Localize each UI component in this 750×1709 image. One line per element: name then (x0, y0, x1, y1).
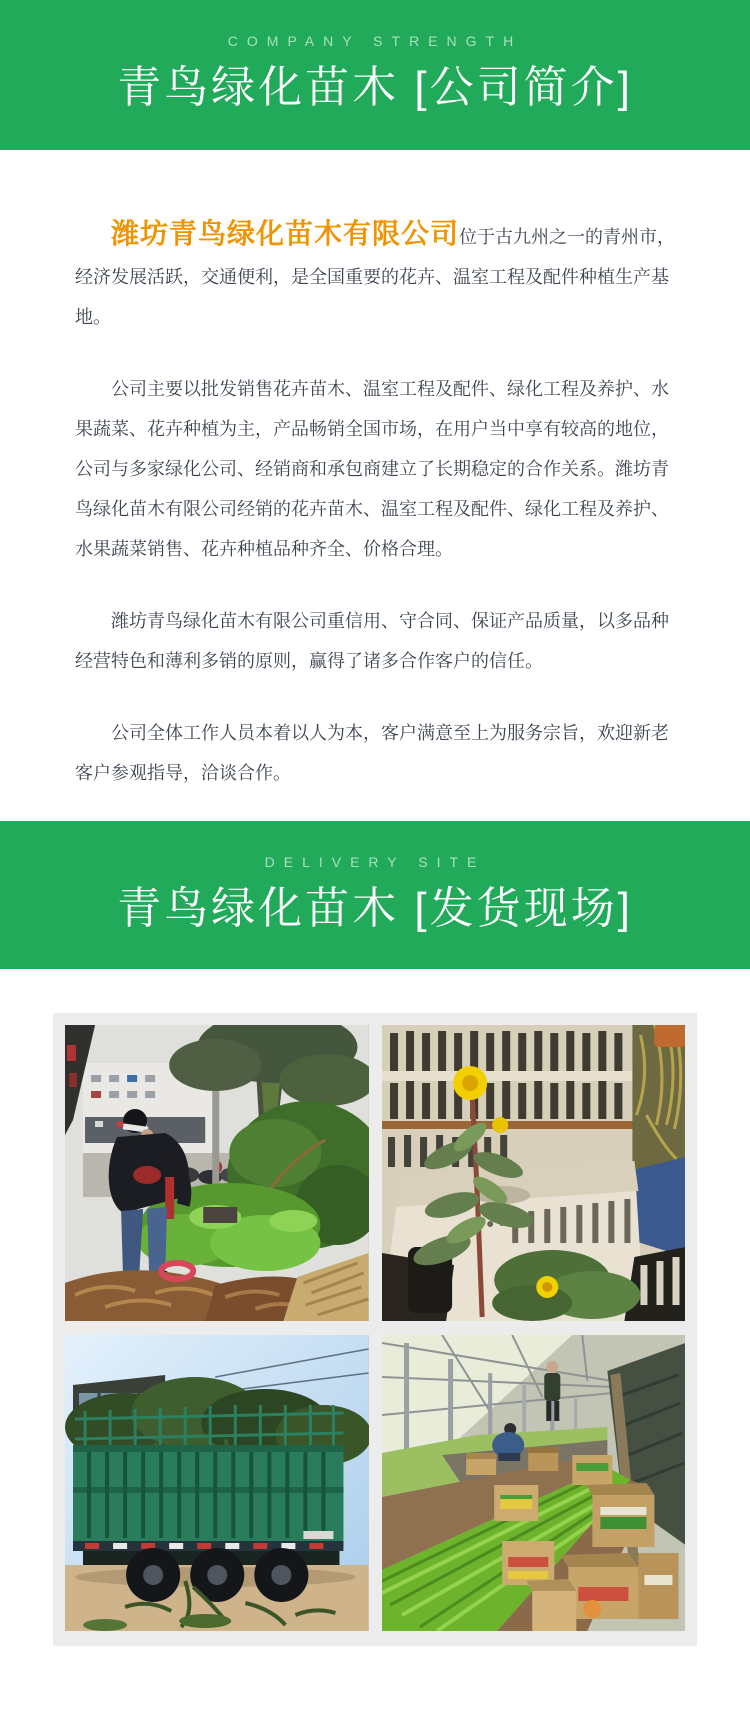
street-market-seedlings-illustration (65, 1025, 369, 1321)
loaded-truck-photo (65, 1335, 369, 1631)
intro-paragraph (75, 214, 675, 337)
delivery-site-band (0, 821, 750, 969)
crate-marigold-photo (382, 1025, 686, 1321)
company-name-highlight: 潍坊青鸟绿化苗木有限公司 (111, 218, 460, 249)
paragraph-business-scope: 公司主要以批发销售花卉苗木、温室工程及配件、绿化工程及养护、水果蔬菜、花卉种植为主，产品畅销全国市场，在用户当中享有较高的地位，公司与多家绿化公司、经销商和承包商建立了长期稳定的合作关系。潍坊青鸟绿化苗木有限公司经销的花卉苗木、温室工程及配件、绿化工程及养护、水果蔬菜销售、花卉种植品种齐全、价格合理。 (75, 379, 669, 559)
paragraph-reputation: 潍坊青鸟绿化苗木有限公司重信用、守合同、保证产品质量，以多品种经营特色和薄利多销的原则，赢得了诸多合作客户的信任。 (75, 611, 669, 671)
paragraph-service: 公司全体工作人员本着以人为本，客户满意至上为服务宗旨，欢迎新老客户参观指导，洽谈合作。 (75, 723, 669, 783)
delivery-site-eyebrow: DELIVERY SITE (264, 854, 486, 870)
company-strength-eyebrow: COMPANY STRENGTH (227, 33, 523, 49)
crate-marigold-illustration (382, 1025, 686, 1321)
delivery-photo-gallery (53, 1013, 697, 1646)
company-intro-title: 青鸟绿化苗木 [公司简介] (117, 63, 633, 112)
loaded-truck-illustration (65, 1335, 369, 1631)
company-article (75, 150, 675, 821)
bottom-whitespace (0, 1646, 750, 1709)
greenhouse-packing-photo (382, 1335, 686, 1631)
company-strength-band (0, 0, 750, 150)
street-market-seedlings-photo (65, 1025, 369, 1321)
intro-paragraph-text: 位于古九州之一的青州市，经济发展活跃，交通便利，是全国重要的花卉、温室工程及配件种植生产基地。 (75, 227, 676, 327)
greenhouse-packing-illustration (382, 1335, 686, 1631)
delivery-site-title: 青鸟绿化苗木 [发货现场] (117, 884, 633, 933)
